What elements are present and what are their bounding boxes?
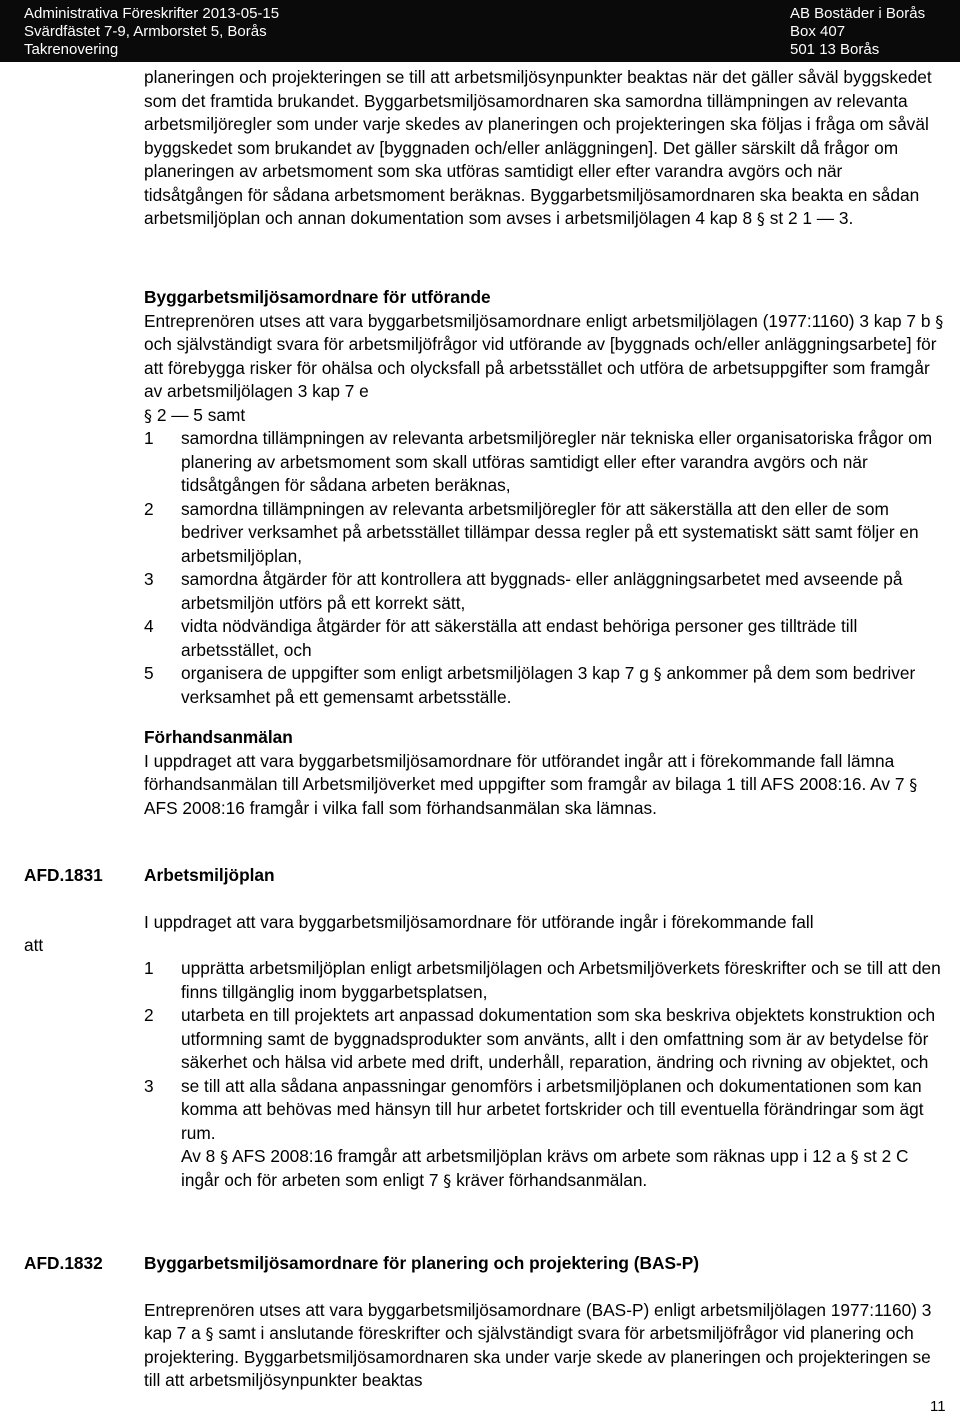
note-text: Av 8 xyxy=(181,1146,216,1166)
intro-paragraph xyxy=(144,66,944,231)
forhand-body xyxy=(144,750,944,821)
forhand-text: I uppdraget att vara byggarbetsmiljösamordnare för utförandet ingår att i förekommande fall lämna förhandsanmälan till Arbetsmiljöverket med uppgifter som framgår av bilaga 1 till AFS 2008:16. Av 7 xyxy=(144,750,905,794)
bas-u-text: 2 — 5 samt xyxy=(156,404,246,425)
list-item xyxy=(144,1075,944,1146)
list-item xyxy=(144,957,944,1004)
list-number: 2 xyxy=(144,1005,154,1025)
header-right xyxy=(790,5,925,59)
header-company: AB Bostäder i Borås xyxy=(790,5,926,22)
bas-u-text: och självständigt svara för arbetsmiljöfrågor vid utförande av [byggnads och/eller anläggningsarbete] för att förebygga risker för ohälsa och olycksfall på arbetsstället och utföra de arbetsuppgifter som framgår av arbetsmiljölagen 3 kap 7 e xyxy=(144,334,937,401)
note-text: AFS 2008:16 framgår att arbetsmiljöplan krävs om arbete som räknas upp i 12 a xyxy=(231,1146,846,1166)
paragraph-symbol: § xyxy=(144,405,152,425)
list-item xyxy=(144,662,944,709)
afd1832-text: Entreprenören utses att vara byggarbetsmiljösamordnare (BAS-P) enligt arbetsmiljölagen 1977:1160) 3 kap 7 a xyxy=(144,1299,932,1343)
paragraph-symbol: § xyxy=(443,1170,452,1190)
afd1831-section xyxy=(144,864,944,1192)
afd1831-lead: I uppdraget att vara byggarbetsmiljösamordnare för utförande ingår i förekommande fall xyxy=(144,911,814,932)
paragraph-symbol: § xyxy=(756,209,765,228)
intro-text: planeringen och projekteringen se till att arbetsmiljösynpunkter beaktas när det gäller såväl byggskedet som det framtida brukandet. Byggarbetsmiljösamordnaren ska samordna tillämpningen av relevanta arbetsmiljöregler som under varje skedes av planeringen och projekteringen ska följas i fråga om såväl byggskedet som brukandet av [byggnaden och/eller anläggningen]. Det gäller särskilt då frågor om planeringen av arbetsmoment som ska utföras samtidigt eller efter varandra avgörs och när tidsåtgången för sådana arbetsmoment beräknas. Byggarbetsmiljösamordnaren ska beakta en sådan arbetsmiljöplan och annan dokumentation som avses i arbetsmiljölagen 4 kap 8 xyxy=(144,67,932,228)
header-property: Svärdfästet 7-9, Armborstet 5, Borås xyxy=(24,23,267,40)
list-number: 1 xyxy=(144,958,154,978)
afd1832-body xyxy=(144,1299,944,1393)
paragraph-symbol: § xyxy=(850,1147,859,1166)
list-number: 2 xyxy=(144,498,154,519)
afd1831-note xyxy=(144,1145,944,1192)
list-item xyxy=(144,1004,944,1075)
intro-text-end: st 2 1 — 3. xyxy=(769,208,854,228)
list-text: se till att alla sådana anpassningar genomförs i arbetsmiljöplanen och dokumentationen som kan komma att behövas med hänsyn till hur arbetet fortskrider och till eventuella förändringar som ägt rum. xyxy=(181,1075,924,1143)
afd1832-text: samt i anslutande föreskrifter och självständigt svara för arbetsmiljöfrågor vid planering och projektering. Byggarbetsmiljösamordnaren ska under varje skede av planeringen och projekteringen se till att arbetsmiljösynpunkter beaktas xyxy=(144,1323,931,1390)
list-text: upprätta arbetsmiljöplan enligt arbetsmiljölagen och Arbetsmiljöverkets föreskrifter och se till att den finns tillgänglig inom byggarbetsplatsen, xyxy=(181,958,941,1002)
forhand-heading: Förhandsanmälan xyxy=(144,727,293,747)
list-number: 3 xyxy=(144,569,154,589)
header-postal: 501 13 Borås xyxy=(790,41,880,58)
paragraph-symbol: § xyxy=(909,775,918,794)
page-header xyxy=(0,0,960,62)
list-number: 4 xyxy=(144,616,154,636)
list-item xyxy=(144,427,944,498)
list-text: vidta nödvändiga åtgärder för att säkerställa att endast behöriga personer ges tillträde till arbetsstället, och xyxy=(181,616,858,660)
header-doc-title: Administrativa Föreskrifter 2013-05-15 xyxy=(24,5,280,22)
bas-u-body xyxy=(144,310,944,428)
list-number: 1 xyxy=(144,428,154,448)
header-project: Takrenovering xyxy=(24,41,119,58)
list-text: organisera de uppgifter som enligt arbetsmiljölagen 3 kap 7 g xyxy=(181,663,649,683)
forhandsanmalan-section xyxy=(144,726,944,820)
afd1832-heading: Byggarbetsmiljösamordnare för planering och projektering (BAS-P) xyxy=(144,1253,700,1273)
bas-u-section xyxy=(144,286,944,709)
list-text: utarbeta en till projektets art anpassad dokumentation som ska beskriva objektets konstruktion och utformning samt de byggnadsprodukter som använts, allt i den omfattning som är av betydelse för säkerhet och hälsa vid arbete med drift, underhåll, reparation, ändring och rivning av objektet, och xyxy=(181,1005,936,1072)
paragraph-symbol: § xyxy=(935,311,944,331)
header-box: Box 407 xyxy=(790,23,846,40)
list-item xyxy=(144,568,944,615)
list-text: samordna åtgärder för att kontrollera att byggnads- eller anläggningsarbetet med avseende på arbetsmiljön utförs på ett korrekt sätt, xyxy=(181,569,903,613)
list-number: 3 xyxy=(144,1075,154,1096)
afd1831-margin-word: att xyxy=(24,935,44,955)
forhand-text: AFS 2008:16 framgår i vilka fall som förhandsanmälan ska lämnas. xyxy=(144,797,657,818)
paragraph-symbol: § xyxy=(220,1147,229,1166)
paragraph-symbol: § xyxy=(653,664,662,683)
afd1831-code: AFD.1831 xyxy=(24,865,103,885)
bas-u-text: Entreprenören utses att vara byggarbetsmiljösamordnare enligt arbetsmiljölagen (1977:1160) 3 kap 7 b xyxy=(144,310,931,331)
list-number: 5 xyxy=(144,663,154,683)
list-text: samordna tillämpningen av relevanta arbetsmiljöregler när tekniska eller organisatoriska frågor om planering av arbetsmoment som skall utföras samtidigt eller efter varandra avgörs och när tidsåtgången för sådana arbeten beräknas, xyxy=(181,428,933,495)
list-item xyxy=(144,615,944,662)
afd1832-code: AFD.1832 xyxy=(24,1253,103,1273)
list-text: ankommer på dem som bedriver verksamhet på ett gemensamt arbetsställe. xyxy=(181,663,916,707)
paragraph-symbol: § xyxy=(205,1324,214,1343)
list-item xyxy=(144,498,944,569)
note-text: st 2 C ingår och för arbeten som enligt 7 xyxy=(181,1146,909,1190)
page-number: 11 xyxy=(930,1398,946,1415)
afd1831-heading: Arbetsmiljöplan xyxy=(144,865,275,885)
afd1832-section xyxy=(144,1252,944,1393)
bas-u-heading: Byggarbetsmiljösamordnare för utförande xyxy=(144,287,491,307)
note-text: kräver förhandsanmälan. xyxy=(456,1169,648,1190)
header-left xyxy=(24,5,279,59)
list-text: samordna tillämpningen av relevanta arbetsmiljöregler för att säkerställa att den eller de som bedriver verksamhet på arbetsstället tillämpar dessa regler på ett systematiskt sätt samt följer en arbetsmiljöplan, xyxy=(181,498,919,566)
